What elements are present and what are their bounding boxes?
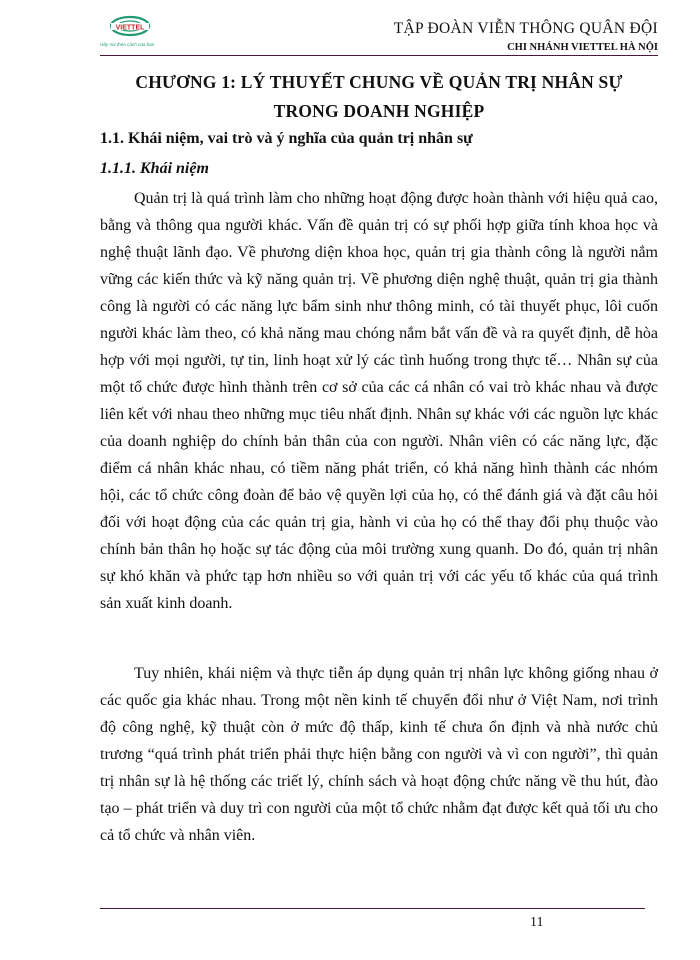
paragraph-2: Tuy nhiên, khái niệm và thực tiễn áp dụng quản trị nhân lực không giống nhau ở các quốc gia khác nhau. Trong một nền kinh tế chuyển đổi như ở Việt Nam, nơi trình độ công nghệ, kỹ thuật còn ở mức độ thấp, kinh tế chưa ổn định và nhà nước chủ trương “quá trình phát triển phải thực hiện bằng con người và vì con người”, thì quản trị nhân sự là hệ thống các triết lý, chính sách và hoạt động chức năng về thu hút, đào tạo – phát triển và duy trì con người của một tổ chức nhằm đạt được kết quả tối ưu cho cả tổ chức và nhân viên. [100, 665, 658, 844]
paragraph-1: Quản trị là quá trình làm cho những hoạt động được hoàn thành với hiệu quả cao, bằng và thông qua người khác. Vấn đề quản trị có sự phối hợp giữa tính khoa học và nghệ thuật lãnh đạo. Về phương diện khoa học, quản trị gia thành công là người nắm vững các kiến thức và kỹ năng quản trị. Về phương diện nghệ thuật, quản trị gia thành công là người có các năng lực bẩm sinh như thông minh, có tài thuyết phục, lôi cuốn người khác làm theo, có khả năng mau chóng nắm bắt vấn đề và ra quyết định, dễ hòa hợp với mọi người, tự tin, linh hoạt xử lý các tình huống trong thực tế… Nhân sự của một tổ chức được hình thành trên cơ sở của các cá nhân có vai trò khác nhau và được liên kết với nhau theo những mục tiêu nhất định. Nhân sự khác với các nguồn lực khác của doanh nghiệp do chính bản thân của con người. Nhân viên có các năng lực, đặc điểm cá nhân khác nhau, có tiềm năng phát triển, có khả năng hình thành các nhóm hội, các tổ chức công đoàn để bảo vệ quyền lợi của họ, có thể đánh giá và đặt câu hỏi đối với hoạt động của các quản trị gia, hành vi của họ có thể thay đổi phụ thuộc vào chính bản thân họ hoặc sự tác động của môi trường xung quanh. Do đó, quản trị nhân sự khó khăn và phức tạp hơn nhiều so với quản trị với các yếu tố khác của quá trình sản xuất kinh doanh. [100, 190, 658, 612]
header-divider [100, 55, 658, 56]
footer-divider [100, 908, 645, 909]
chapter-title-line-1: CHƯƠNG 1: LÝ THUYẾT CHUNG VỀ QUẢN TRỊ NHÂN SỰ [135, 72, 623, 92]
organization-name: TẬP ĐOÀN VIỄN THÔNG QUÂN ĐỘI [393, 20, 658, 37]
subsection-heading: 1.1.1. Khái niệm [100, 160, 209, 177]
viettel-logo-icon [100, 12, 172, 54]
logo-slogan: Hãy nói theo cách của bạn [100, 42, 155, 47]
chapter-title-line-2: TRONG DOANH NGHIỆP [273, 101, 485, 121]
page-number: 11 [530, 915, 544, 930]
branch-name: CHI NHÁNH VIETTEL HÀ NỘI [507, 42, 658, 53]
logo-wordmark: VIETTEL [115, 24, 145, 32]
section-heading: 1.1. Khái niệm, vai trò và ý nghĩa của quản trị nhân sự [100, 130, 473, 147]
